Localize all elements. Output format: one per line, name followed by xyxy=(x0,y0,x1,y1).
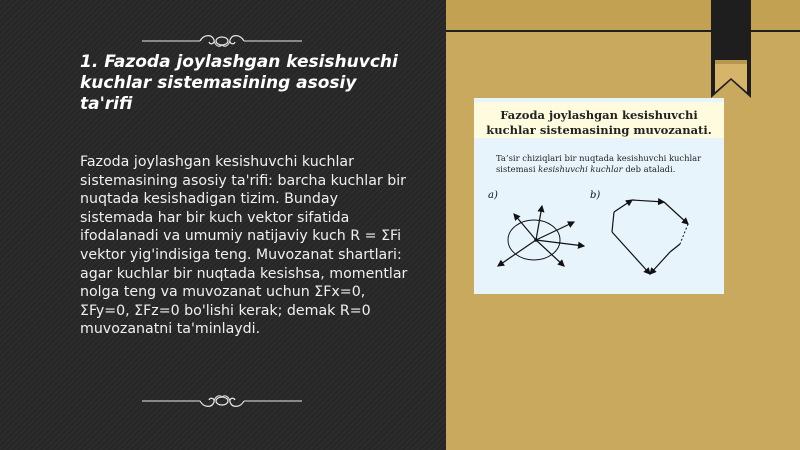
image-card-subtitle-part1: Ta’sir chiziqlari bir nuqtada kesishuvchi kuchlar sistemasi xyxy=(496,153,702,174)
image-card-subtitle-italic: kesishuvchi kuchlar xyxy=(538,164,623,174)
bookmark-ribbon-icon xyxy=(711,0,751,98)
image-card-subtitle-part2: deb ataladi. xyxy=(622,164,676,174)
slide-body-text: Fazoda joylashgan kesishuvchi kuchlar sistemasining asosiy ta'rifi: barcha kuchlar bir nuqtada kesishadigan tizim. Bunday sistemada har bir kuch vektor sifatida ifodalanadi va umumiy natijaviy kuch R = ΣFi vektor yig'indisiga teng. Muvozanat shartlari: agar kuchlar bir nuqtada kesishsa, momentlar nolga teng va muvozanat uchun ΣFx=0, ΣFy=0, ΣFz=0 bo'lishi kerak; demak R=0 muvozanatni ta'minlaydi. xyxy=(80,154,408,338)
figure-a-label: a) xyxy=(488,190,498,201)
force-diagram xyxy=(484,186,720,290)
image-card-title-bar xyxy=(474,102,724,138)
image-card xyxy=(474,98,724,294)
image-card-subtitle xyxy=(496,153,716,175)
slide-title: 1. Fazoda joylashgan kesishuvchi kuchlar sistemasining asosiy ta'rifi xyxy=(80,52,398,114)
top-ornament-icon xyxy=(142,32,302,50)
image-card-title: Fazoda joylashgan kesishuvchi kuchlar sistemasining muvozanati. xyxy=(486,108,712,137)
figure-b-label: b) xyxy=(590,190,601,201)
bottom-ornament-icon xyxy=(142,392,302,410)
